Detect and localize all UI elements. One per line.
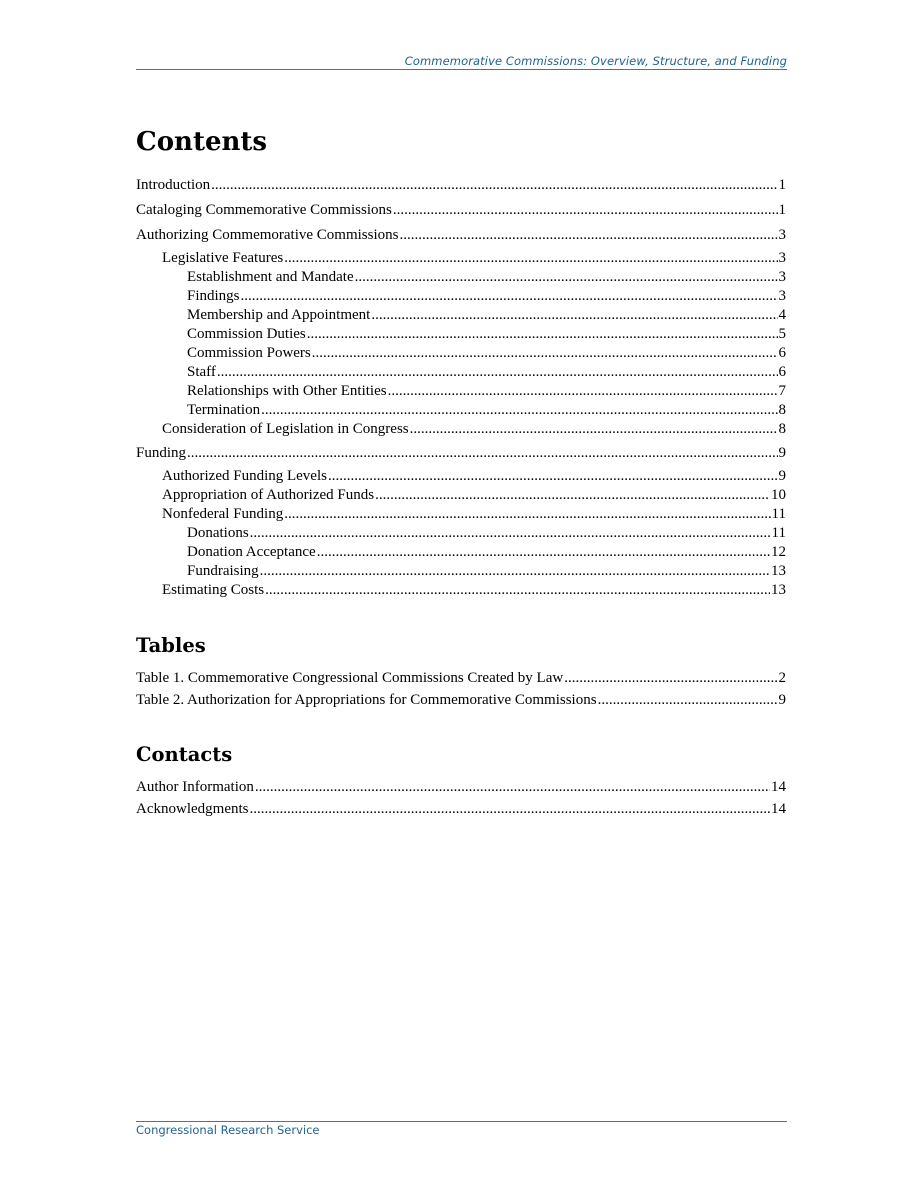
dot-leader [328,467,778,486]
toc-entry-label: Cataloging Commemorative Commissions [136,202,392,218]
toc-entry-page: 3 [778,250,786,266]
toc-entry[interactable] [136,306,786,325]
toc-entry[interactable] [136,363,786,382]
tables-heading: Tables [136,634,206,657]
toc-entry[interactable] [136,249,786,268]
dot-leader [400,224,778,246]
toc-entry[interactable] [136,776,786,798]
toc-entry[interactable] [136,581,786,600]
toc-entry[interactable] [136,344,786,363]
toc-entry[interactable] [136,689,786,711]
toc-entry-label: Table 1. Commemorative Congressional Commissions Created by Law [136,670,564,686]
toc-entry-label: Table 2. Authorization for Appropriations for Commemorative Commissions [136,692,597,708]
toc-entry-page: 11 [771,525,786,541]
dot-leader [249,798,770,820]
toc-entry[interactable] [136,442,786,464]
dot-leader [284,249,777,268]
dot-leader [355,268,778,287]
toc-entry-page: 1 [778,202,786,218]
toc-entry-label: Introduction [136,177,211,193]
contents-list [136,174,786,600]
dot-leader [250,524,771,543]
dot-leader [317,543,770,562]
dot-leader [564,667,777,689]
dot-leader [393,199,778,221]
toc-entry-page: 3 [778,227,786,243]
toc-entry-label: Legislative Features [162,250,284,266]
contacts-section [136,742,786,820]
toc-entry-label: Relationships with Other Entities [187,383,387,399]
toc-entry-label: Nonfederal Funding [162,506,284,522]
dot-leader [371,306,777,325]
toc-entry-page: 6 [778,345,786,361]
toc-entry[interactable] [136,798,786,820]
dot-leader [312,344,778,363]
toc-entry-page: 3 [778,288,786,304]
toc-entry-page: 9 [778,445,786,461]
toc-entry-label: Author Information [136,779,254,795]
toc-entry-label: Donations [187,525,249,541]
toc-entry[interactable] [136,562,786,581]
dot-leader [284,505,770,524]
toc-entry-label: Donation Acceptance [187,544,316,560]
toc-entry-label: Acknowledgments [136,801,249,817]
dot-leader [241,287,778,306]
toc-entry-page: 13 [771,582,786,598]
toc-entry-page: 14 [771,779,786,795]
toc-entry-page: 12 [771,544,786,560]
toc-entry-page: 9 [778,468,786,484]
toc-entry-label: Funding [136,445,187,461]
tables-list [136,667,786,711]
dot-leader [217,363,778,382]
dot-leader [211,174,777,196]
toc-entry-label: Termination [187,402,261,418]
tables-section [136,633,786,711]
toc-entry-page: 10 [771,487,786,503]
toc-entry-page: 3 [778,269,786,285]
toc-entry[interactable] [136,420,786,439]
toc-entry-label: Membership and Appointment [187,307,371,323]
toc-entry-label: Staff [187,364,216,380]
toc-entry-label: Commission Powers [187,345,311,361]
toc-entry[interactable] [136,401,786,420]
toc-entry[interactable] [136,505,786,524]
running-header-title: Commemorative Commissions: Overview, Structure, and Funding [404,54,787,68]
dot-leader [255,776,770,798]
toc-entry-page: 11 [771,506,786,522]
toc-entry[interactable] [136,268,786,287]
toc-entry-page: 7 [778,383,786,399]
dot-leader [388,382,778,401]
toc-entry[interactable] [136,199,786,221]
dot-leader [598,689,778,711]
toc-entry-label: Authorizing Commemorative Commissions [136,227,399,243]
toc-entry-label: Estimating Costs [162,582,265,598]
dot-leader [375,486,770,505]
toc-entry[interactable] [136,543,786,562]
toc-entry[interactable] [136,382,786,401]
dot-leader [187,442,777,464]
toc-entry-page: 8 [778,421,786,437]
contacts-heading: Contacts [136,743,233,766]
toc-entry[interactable] [136,287,786,306]
toc-entry-label: Findings [187,288,240,304]
toc-entry-page: 1 [778,177,786,193]
toc-entry-label: Fundraising [187,563,259,579]
toc-entry-label: Appropriation of Authorized Funds [162,487,375,503]
toc-page-body [136,120,786,820]
toc-entry[interactable] [136,174,786,196]
dot-leader [265,581,770,600]
header-rule [136,69,787,70]
toc-entry-page: 9 [778,692,786,708]
toc-entry[interactable] [136,467,786,486]
toc-entry-page: 6 [778,364,786,380]
dot-leader [410,420,778,439]
toc-entry[interactable] [136,224,786,246]
toc-entry-page: 8 [778,402,786,418]
toc-entry-page: 2 [778,670,786,686]
contents-heading: Contents [136,127,268,157]
toc-entry[interactable] [136,325,786,344]
toc-entry[interactable] [136,486,786,505]
toc-entry-page: 13 [771,563,786,579]
toc-entry-label: Consideration of Legislation in Congress [162,421,409,437]
footer-publisher: Congressional Research Service [136,1123,320,1137]
dot-leader [307,325,778,344]
toc-entry-label: Establishment and Mandate [187,269,354,285]
toc-entry-label: Commission Duties [187,326,306,342]
toc-entry-page: 14 [771,801,786,817]
contacts-list [136,776,786,820]
toc-entry-page: 5 [778,326,786,342]
toc-entry-label: Authorized Funding Levels [162,468,327,484]
footer-rule [136,1121,787,1122]
dot-leader [260,562,770,581]
toc-entry[interactable] [136,524,786,543]
toc-entry-page: 4 [778,307,786,323]
dot-leader [261,401,777,420]
toc-entry[interactable] [136,667,786,689]
